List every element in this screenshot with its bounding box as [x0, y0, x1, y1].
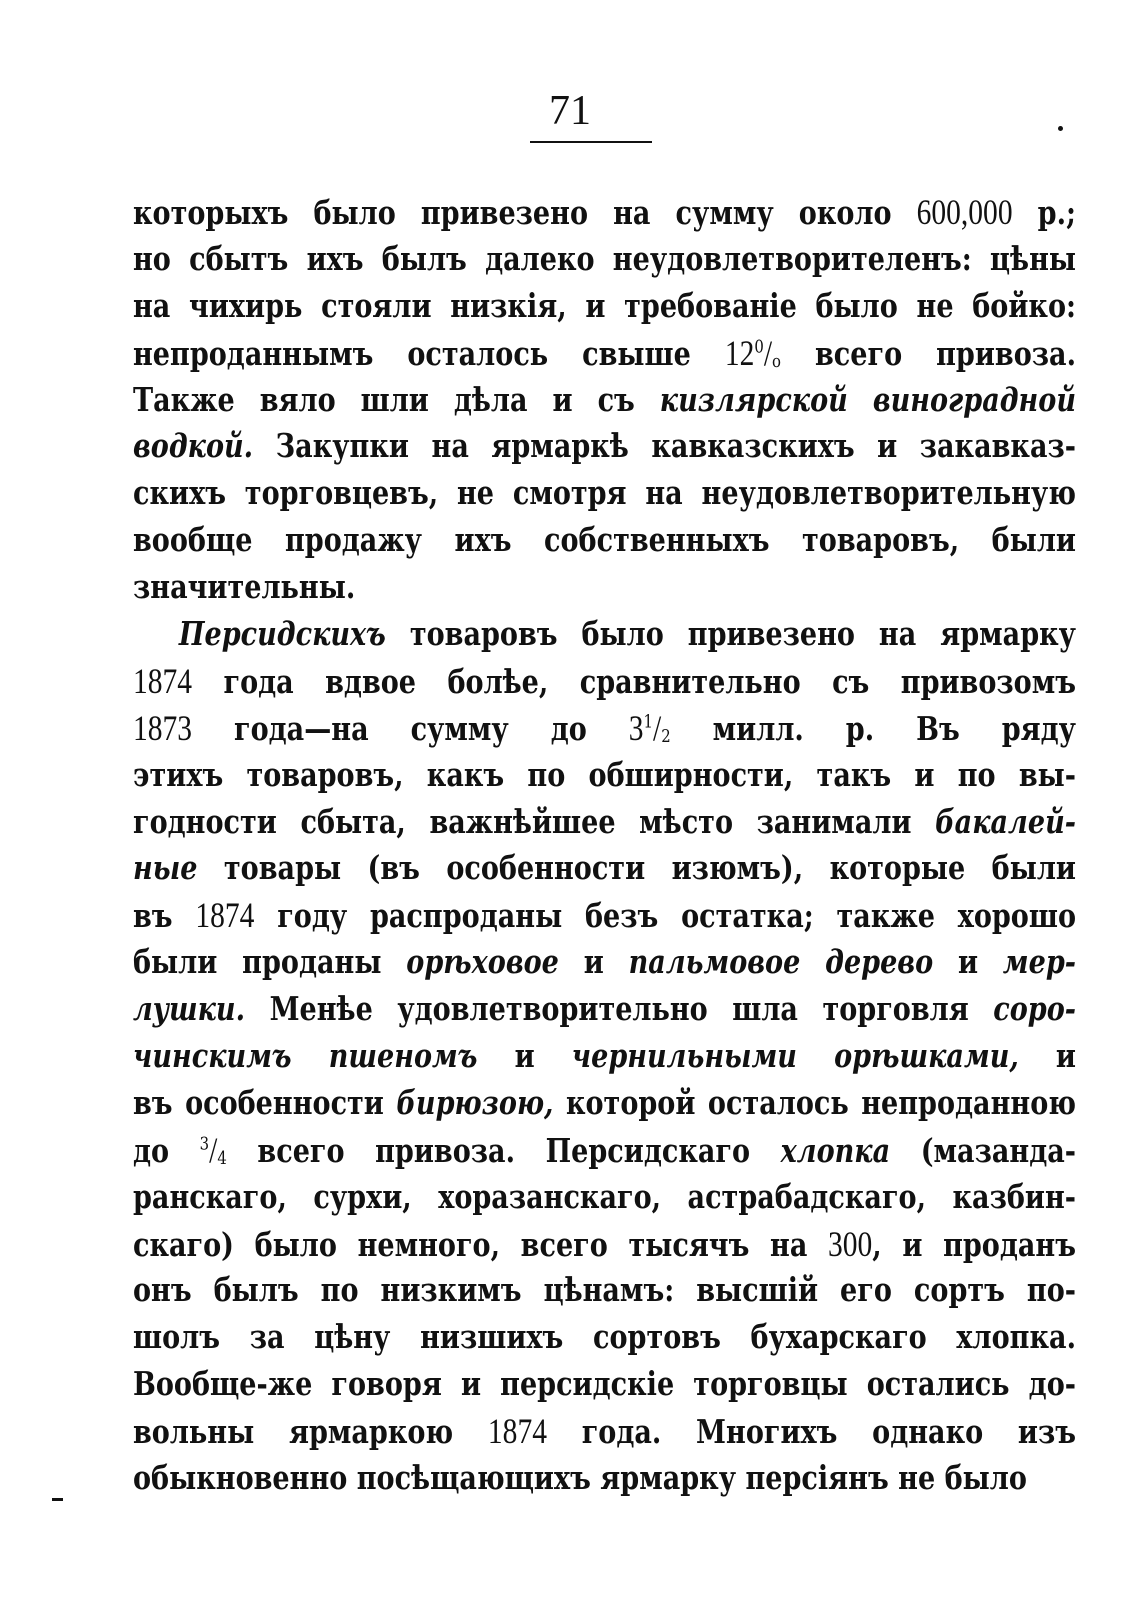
italic-run: бакалей-: [935, 801, 1076, 841]
text-line: [133, 939, 1076, 986]
text-run: до: [133, 1130, 200, 1170]
text-line: [133, 423, 1076, 470]
italic-run: бирюзою,: [396, 1082, 554, 1122]
text-run: всего привоза.: [781, 333, 1076, 373]
text-run: обыкновенно посѣщающихъ ярмарку персіянъ не было: [133, 1458, 1027, 1498]
italic-run: пальмовое дерево: [628, 942, 934, 982]
text-run: 1873: [133, 707, 193, 748]
text-line: [133, 986, 1076, 1033]
text-run: ранскаго, сурхи, хоразанскаго, астрабадскаго, казбин-: [133, 1176, 1076, 1216]
text-run: и: [558, 942, 629, 982]
text-run: скаго) было немного, всего тысячъ на: [133, 1224, 829, 1264]
text-line: [133, 611, 1076, 658]
paragraph-1: [133, 189, 1076, 611]
italic-run: чинскимъ пшеномъ: [133, 1036, 478, 1076]
italic-run: соро-: [993, 989, 1076, 1029]
text-run: года—на сумму до: [192, 708, 629, 748]
text-run: скихъ торговцевъ, не смотря на неудовлетворительную: [133, 473, 1076, 513]
text-run: Также вяло шли дѣла и съ: [133, 379, 660, 419]
text-run: годности сбыта, важнѣйшее мѣсто занимали: [133, 801, 936, 841]
text-run: шолъ за цѣну низшихъ сортовъ бухарскаго хлопка.: [133, 1317, 1076, 1357]
italic-run: мер-: [1002, 942, 1076, 982]
text-run: , и проданъ: [872, 1224, 1076, 1264]
text-run: года вдвое болѣе, сравнительно съ привозомъ: [192, 661, 1076, 701]
text-line: [133, 1221, 1076, 1268]
text-run: въ особенности: [133, 1082, 397, 1122]
text-run: и: [933, 942, 1003, 982]
fraction-part: 4: [217, 1147, 227, 1169]
text-run: вольны ярмаркою: [133, 1412, 488, 1452]
text-line: [133, 658, 1076, 705]
text-line: [133, 1080, 1076, 1127]
text-run: всего привоза. Персидскаго: [226, 1130, 781, 1170]
text-line: [133, 1127, 1076, 1174]
ink-speck: [52, 1498, 63, 1501]
fraction-part: 2: [661, 725, 671, 747]
text-run: которыхъ было привезено на сумму около: [133, 193, 917, 232]
text-run: 600,000: [916, 192, 1013, 232]
text-run: 1874: [195, 895, 255, 936]
text-line: [133, 1408, 1076, 1455]
text-run: 1874: [133, 660, 193, 701]
text-run: 300: [828, 1223, 873, 1264]
text-line: [133, 705, 1076, 752]
text-run: 3: [628, 707, 644, 748]
text-run: но сбытъ ихъ былъ далеко неудовлетворителенъ: цѣны: [133, 238, 1076, 278]
text-run: Менѣе удовлетворительно шла торговля: [245, 989, 994, 1029]
text-run: непроданнымъ осталось свыше: [133, 333, 725, 373]
text-run: вообще продажу ихъ собственныхъ товаровъ, были: [133, 520, 1076, 560]
text-run: въ: [133, 896, 196, 936]
text-run: 1874: [487, 1411, 547, 1452]
fraction-part: 0: [754, 335, 764, 357]
text-line: [133, 470, 1076, 517]
text-run: были проданы: [133, 942, 407, 982]
text-run: милл. р. Въ ряду: [670, 708, 1077, 748]
text-line: [133, 752, 1076, 799]
text-line: [133, 892, 1076, 939]
text-line: [133, 845, 1076, 892]
text-run: и: [1018, 1036, 1076, 1076]
italic-run: Персидскихъ: [178, 614, 386, 653]
text-run: /: [763, 332, 773, 373]
text-run: Закупки на ярмаркѣ кавказскихъ и закавказ-: [253, 426, 1076, 466]
text-run: значительны.: [133, 567, 356, 607]
text-line: [133, 799, 1076, 846]
text-run: и: [477, 1036, 572, 1076]
text-line: [133, 236, 1076, 283]
text-run: товары (въ особенности изюмъ), которые были: [197, 848, 1076, 888]
text-line: [133, 1267, 1076, 1314]
text-run: онъ былъ по низкимъ цѣнамъ: высшій его сортъ по-: [133, 1270, 1076, 1310]
text-run: (мазанда-: [890, 1130, 1076, 1170]
text-line: [133, 1314, 1076, 1361]
italic-run: ные: [133, 848, 198, 888]
text-run: году распроданы безъ остатка; также хорошо: [254, 896, 1076, 936]
italic-run: чернильными орѣшками,: [571, 1036, 1019, 1076]
text-line: [133, 1361, 1076, 1408]
text-run: этихъ товаровъ, какъ по обширности, такъ и по вы-: [133, 754, 1076, 794]
fraction-part: 1: [643, 711, 654, 733]
italic-run: водкой.: [133, 426, 254, 466]
paragraph-2: [133, 611, 1076, 1502]
text-line: [133, 517, 1076, 564]
text-line: [133, 564, 1076, 611]
text-run: на чихирь стояли низкія, и требованіе было не бойко:: [133, 285, 1076, 325]
text-line: [133, 1174, 1076, 1221]
text-line: [133, 1455, 1076, 1502]
text-run: /: [209, 1129, 218, 1170]
text-line: [133, 330, 1076, 377]
italic-run: хлопка: [780, 1130, 891, 1170]
text-run: товаровъ было привезено на ярмарку: [385, 614, 1076, 653]
text-run: которой осталось непроданною: [553, 1082, 1076, 1122]
italic-run: лушки.: [133, 989, 246, 1029]
fraction-part: о: [772, 350, 782, 372]
text-run: р.;: [1012, 193, 1077, 232]
text-line: [133, 189, 1076, 236]
text-run: 12: [724, 332, 755, 373]
italic-run: кизлярской виноградной: [659, 379, 1076, 419]
page-number: 71: [549, 88, 591, 134]
text-line: [133, 377, 1076, 424]
text-line: [133, 283, 1076, 330]
italic-run: орѣховое: [406, 942, 559, 982]
text-run: Вообще-же говоря и персидскіе торговцы остались до-: [133, 1364, 1076, 1404]
page-number-rule: [530, 141, 652, 143]
ink-speck: [1058, 126, 1063, 131]
text-line: [133, 1033, 1076, 1080]
text-run: года. Многихъ однако изъ: [546, 1412, 1076, 1452]
fraction-part: 3: [199, 1133, 210, 1155]
text-run: /: [653, 707, 662, 748]
